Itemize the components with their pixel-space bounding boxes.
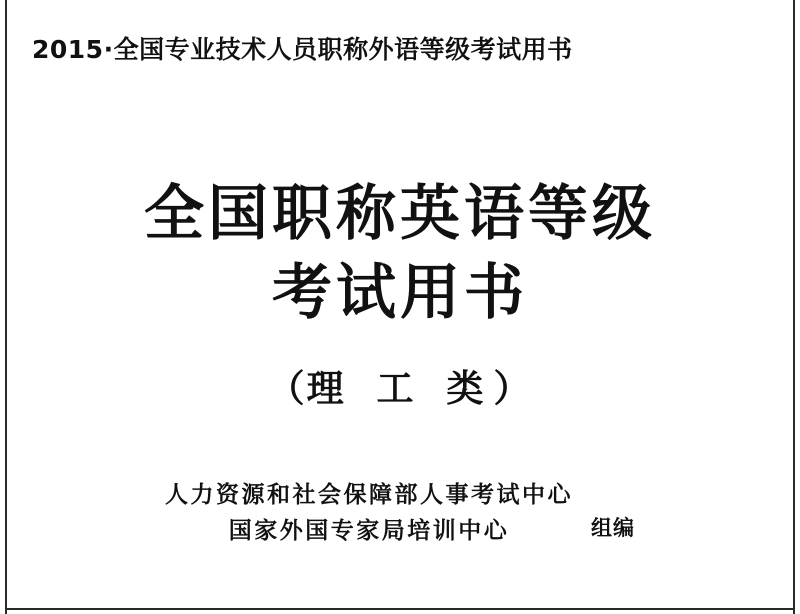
- subtitle-text: 理 工 类: [306, 367, 494, 410]
- author-line-1: 人力资源和社会保障部人事考试中心: [165, 482, 573, 508]
- author-block: [0, 478, 800, 549]
- author-names: [165, 478, 573, 549]
- author-line-2: 国家外国专家局培训中心: [228, 517, 510, 544]
- book-subtitle: [0, 358, 800, 412]
- subtitle-close-paren: ）: [493, 367, 533, 410]
- book-title-line-1: 全国职称英语等级: [144, 179, 656, 249]
- author-role-label: 组编: [591, 516, 635, 541]
- subtitle-open-paren: （: [267, 367, 307, 410]
- series-heading: 2015·全国专业技术人员职称外语等级考试用书: [32, 35, 573, 64]
- book-title-line-2: 考试用书: [272, 258, 528, 329]
- book-title: [0, 175, 800, 333]
- page-border-bottom: [5, 608, 795, 610]
